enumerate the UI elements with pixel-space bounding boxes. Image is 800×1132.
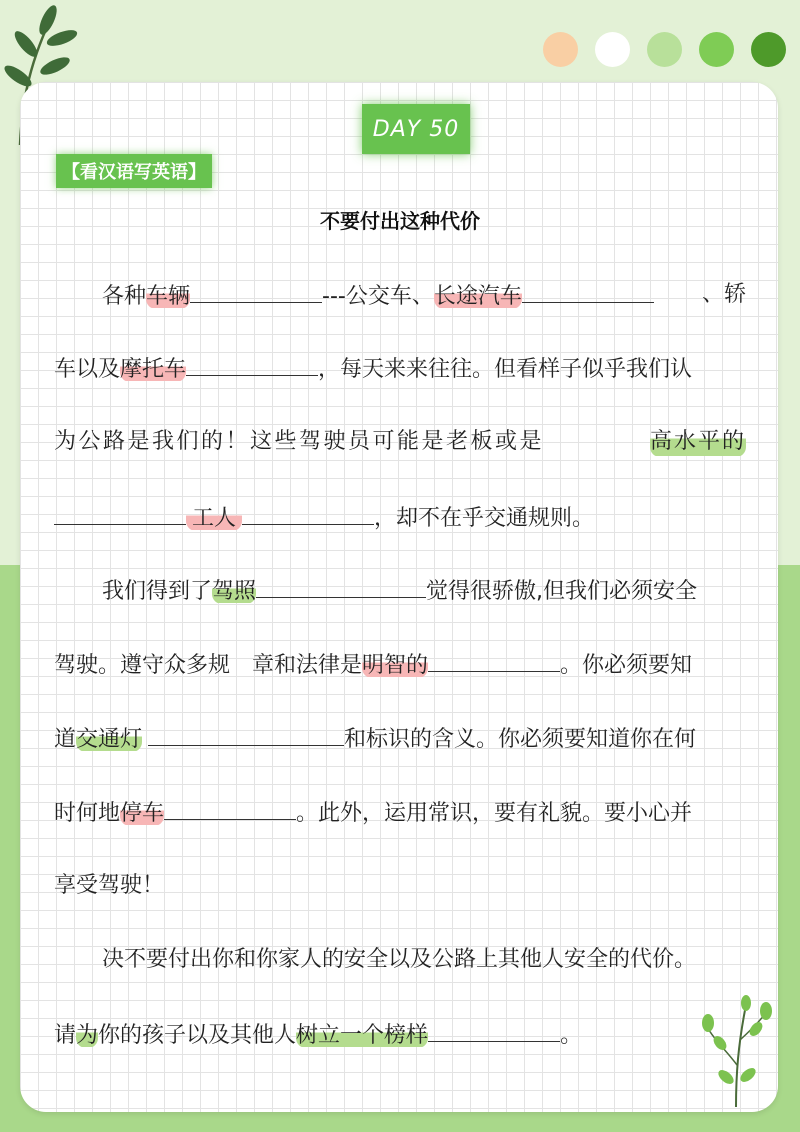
day-badge: DAY 50 <box>362 104 470 154</box>
text-segment: 车以及 <box>54 357 121 382</box>
vocab-highlight: 高水平的 <box>650 427 746 457</box>
text-segment: 请 <box>54 1023 77 1048</box>
vocab-highlight: 交通灯 <box>76 727 143 752</box>
text-segment: 驾驶。遵守众多规 章和法律是 <box>54 653 363 678</box>
answer-blank[interactable] <box>186 353 318 376</box>
text-segment: 时何地 <box>54 801 121 826</box>
text-segment: 、轿 <box>701 282 746 307</box>
palette-dots <box>543 32 786 67</box>
vocab-highlight: 车辆 <box>146 284 191 309</box>
text-segment: 。此外，运用常识，要有礼貌。要小心并 <box>296 801 693 826</box>
text-segment: ，每天来来往往。但看样子似乎我们认 <box>318 357 693 382</box>
answer-blank[interactable] <box>242 502 374 525</box>
page-title: 不要付出这种代价 <box>320 209 480 233</box>
answer-blank[interactable] <box>428 1019 560 1042</box>
text-segment: 觉得很骄傲,但我们必须安全 <box>426 579 698 604</box>
answer-blank[interactable] <box>190 280 322 303</box>
text-line <box>54 502 746 534</box>
vocab-highlight: 停车 <box>120 801 165 826</box>
answer-blank[interactable] <box>164 797 296 820</box>
text-segment: 决不要付出你和你家人的安全以及公路上其他人安全的代价。 <box>102 947 697 972</box>
text-line <box>102 280 746 312</box>
palette-dot <box>751 32 786 67</box>
section-label: 【看汉语写英语】 <box>56 154 212 188</box>
text-line <box>102 575 746 607</box>
text-segment: 和标识的含义。你必须要知道你在何 <box>344 727 697 752</box>
vocab-highlight: 长途汽车 <box>433 284 522 309</box>
answer-blank[interactable] <box>522 280 654 303</box>
text-segment: 我们得到了 <box>102 579 213 604</box>
vocab-highlight: 明智的 <box>362 653 429 678</box>
vocab-highlight: 驾照 <box>212 579 257 604</box>
text-segment: ---公交车、 <box>322 284 434 309</box>
palette-dot <box>543 32 578 67</box>
text-segment: 各种 <box>102 284 147 309</box>
answer-blank[interactable] <box>148 723 344 746</box>
text-segment: 为公路是我们的！这些驾驶员可能是老板或是 <box>54 429 545 454</box>
text-line <box>54 1019 746 1051</box>
palette-dot <box>595 32 630 67</box>
text-segment: 道 <box>54 727 77 752</box>
text-segment: 。 <box>560 1023 583 1048</box>
text-line <box>54 353 746 385</box>
text-line <box>54 427 746 457</box>
answer-blank[interactable] <box>428 649 560 672</box>
answer-blank[interactable] <box>256 575 426 598</box>
text-segment: 。你必须要知 <box>560 653 693 678</box>
text-segment: ，却不在乎交通规则。 <box>374 506 595 531</box>
vocab-highlight: 树立一个榜样 <box>296 1023 429 1048</box>
vocab-highlight: 工人 <box>186 506 242 531</box>
plant-sprig-decoration <box>696 995 776 1110</box>
vocab-highlight: 摩托车 <box>120 357 187 382</box>
palette-dot <box>699 32 734 67</box>
text-line <box>54 871 746 901</box>
text-line <box>54 649 746 681</box>
vocab-highlight: 为 <box>76 1023 99 1048</box>
answer-blank[interactable] <box>54 502 186 525</box>
text-line <box>54 723 746 755</box>
text-line <box>102 945 746 975</box>
palette-dot <box>647 32 682 67</box>
text-line <box>54 797 746 829</box>
text-segment: 你的孩子以及其他人 <box>98 1023 297 1048</box>
text-segment: 享受驾驶！ <box>54 873 165 898</box>
